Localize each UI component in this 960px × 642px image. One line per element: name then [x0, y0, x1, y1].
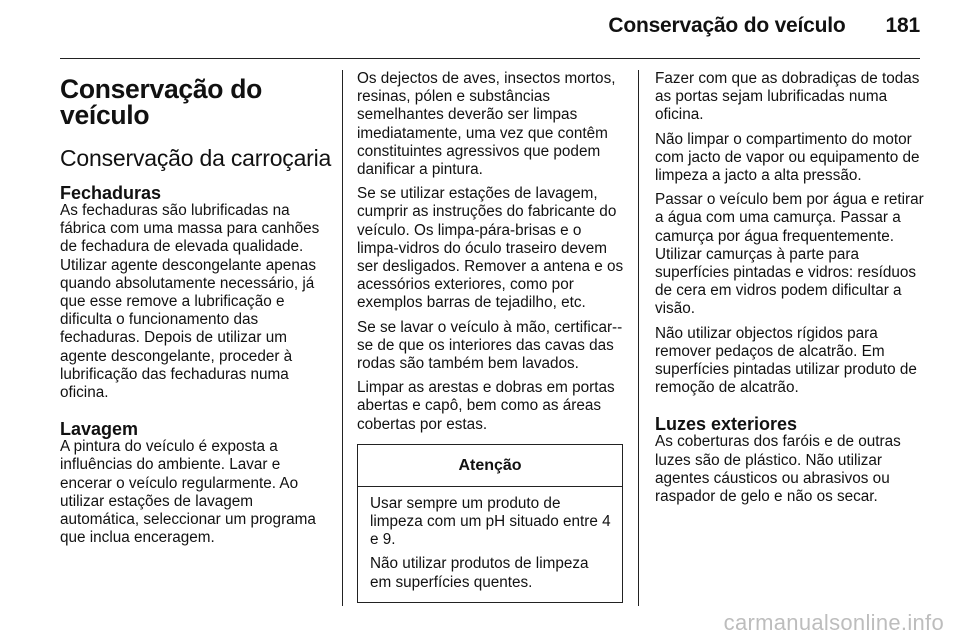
paragraph-hand-wash: Se se lavar o veículo à mão, certificar--se de que os interiores das cavas das rodas são também bem lavados. [357, 318, 623, 373]
column-1 [60, 70, 332, 547]
paragraph-droppings: Os dejectos de aves, insectos mortos, resinas, pólen e substâncias semelhantes deverão ser limpas imediatamente, uma vez que contêm constituintes agressivos que podem danificar a pintura. [357, 70, 616, 179]
warning-box [357, 444, 623, 603]
column-2 [357, 70, 625, 603]
paragraph-hinges: Fazer com que as dobradiças de todas as portas sejam lubrificadas numa oficina. [655, 70, 920, 124]
header-rule [60, 58, 920, 59]
column-divider-2 [638, 70, 639, 606]
wash-text: A pintura do veículo é exposta a influências do ambiente. Lavar e encerar o veículo regularmente. Ao utilizar estações de lavagem automática, seleccionar um programa que inclua enceragem. [60, 438, 316, 547]
section-title: Conservação do veículo [608, 14, 846, 37]
warning-text-hot: Não utilizar produtos de limpeza em superfícies quentes. [370, 555, 589, 591]
lights-text: As coberturas dos faróis e de outras luzes são de plástico. Não utilizar agentes cáusticos ou abrasivos ou raspador de gelo e não os secar. [655, 433, 901, 506]
paragraph-tar: Não utilizar objectos rígidos para remover pedaços de alcatrão. Em superfícies pintadas utilizar produto de remoção de alcatrão. [655, 324, 917, 397]
running-head [608, 14, 920, 38]
page-number: 181 [885, 14, 920, 37]
paragraph-edges: Limpar as arestas e dobras em portas abertas e capô, bem como as áreas cobertas por estas. [357, 379, 615, 433]
watermark: carmanualsonline.info [723, 610, 944, 635]
column-divider-1 [342, 70, 343, 606]
paragraph-engine: Não limpar o compartimento do motor com jacto de vapor ou equipamento de limpeza a jacto a alta pressão. [655, 130, 920, 185]
paragraph-rinse: Passar o veículo bem por água e retirar a água com uma camurça. Passar a camurça por água frequentemente. Utilizar camurças à parte para superfícies pintadas e vidros: resíduos de cera em vidros podem dificultar a visão. [655, 191, 924, 318]
warning-text-ph: Usar sempre um produto de limpeza com um pH situado entre 4 e 9. [370, 494, 611, 549]
section-heading: Conservação da carroçaria [60, 145, 332, 171]
wash-heading: Lavagem [60, 419, 139, 440]
warning-body [358, 487, 622, 602]
lights-heading: Luzes exteriores [655, 414, 798, 435]
warning-title: Atenção [358, 445, 622, 487]
locks-text: As fechaduras são lubrificadas na fábrica com uma massa para canhões de fechadura de elevada qualidade. Utilizar agente descongelante apenas quando absolutamente necessário, já que esse remove a lubrificação e dificulta o funcionamento das fechaduras. Depois de utilizar um agente descongelante, proceder à lubrificação das fechaduras numa oficina. [60, 202, 320, 402]
paragraph-car-wash: Se se utilizar estações de lavagem, cumprir as instruções do fabricante do veículo. Os limpa-pára-brisas e o limpa-vidros do óculo traseiro devem ser desligados. Remover a antena e os acessórios exteriores, como por exemplos barras de tejadilho, etc. [357, 185, 624, 312]
column-3 [655, 70, 925, 506]
chapter-title: Conservação do veículo [60, 74, 262, 130]
locks-heading: Fechaduras [60, 183, 162, 203]
